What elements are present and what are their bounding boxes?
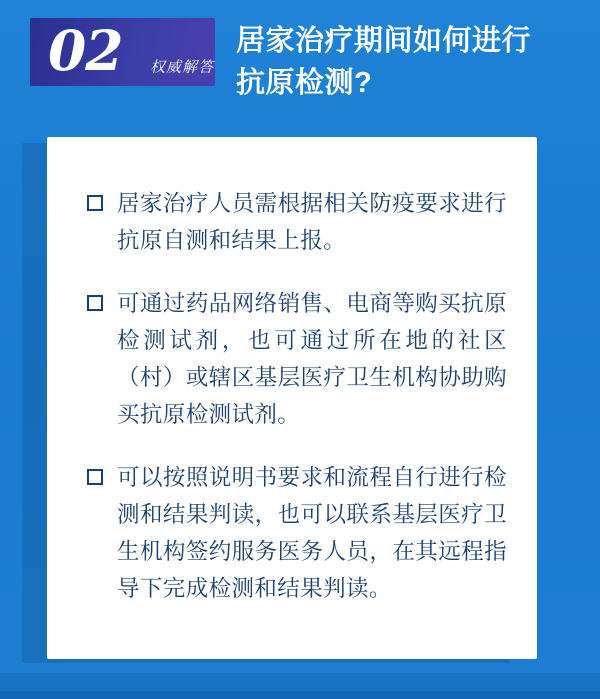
list-item <box>75 459 507 607</box>
section-subtitle: 权威解答 <box>150 59 215 76</box>
checkbox-icon <box>87 295 103 311</box>
page-title <box>236 20 586 104</box>
section-number-badge <box>30 18 215 86</box>
content-list <box>47 137 537 607</box>
poster-header <box>0 0 600 118</box>
page-title-line-2: 抗原检测? <box>236 67 373 99</box>
list-item-text: 可通过药品网络销售、电商等购买抗原检测试剂，也可通过所在地的社区（村）或辖区基层医疗卫生机构协助购买抗原检测试剂。 <box>117 291 507 427</box>
section-number: 02 <box>48 18 123 83</box>
list-item <box>75 285 507 433</box>
content-card <box>47 137 537 659</box>
page-title-line-1: 居家治疗期间如何进行 <box>236 25 532 57</box>
checkbox-icon <box>87 469 103 485</box>
list-item <box>75 185 507 259</box>
bottom-bar-accent <box>0 691 600 699</box>
checkbox-icon <box>87 195 103 211</box>
list-item-text: 居家治疗人员需根据相关防疫要求进行抗原自测和结果上报。 <box>117 191 507 253</box>
list-item-text: 可以按照说明书要求和流程自行进行检测和结果判读，也可以联系基层医疗卫生机构签约服务医务人员，在其远程指导下完成检测和结果判读。 <box>117 465 507 601</box>
